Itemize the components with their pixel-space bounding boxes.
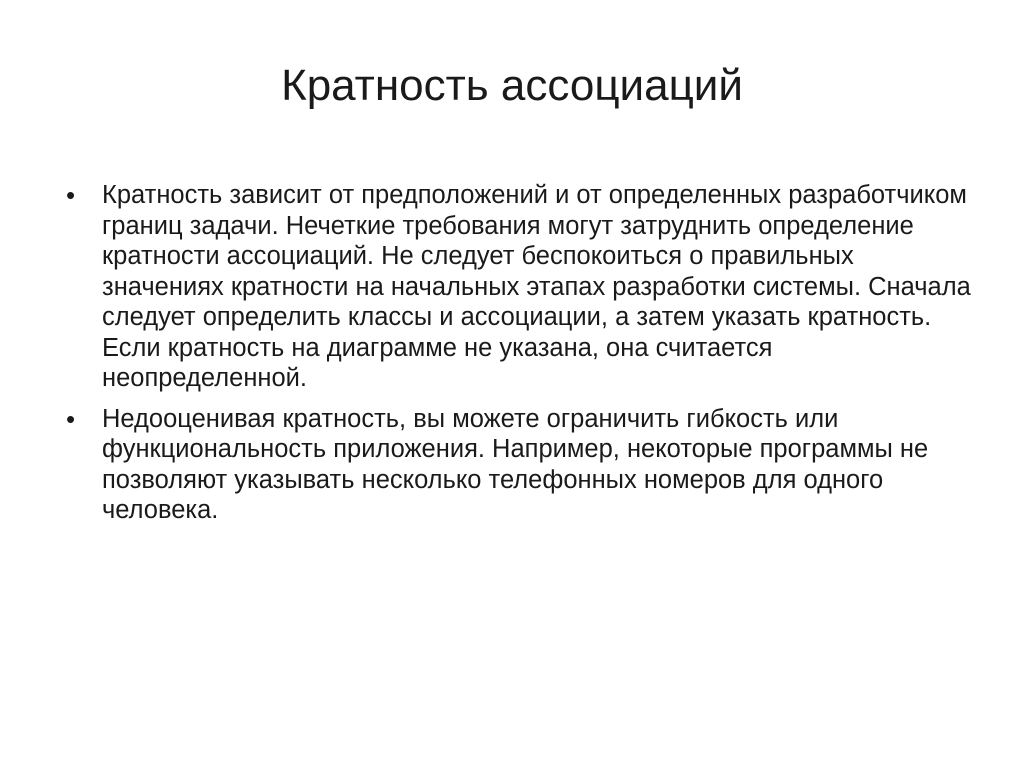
slide-title: Кратность ассоциаций	[281, 61, 743, 110]
bullet-dot-icon: •	[66, 403, 76, 434]
bullet-text: Недооценивая кратность, вы можете ограничить гибкость или функциональность приложения. Например, некоторые программы не позволяют указывать несколько телефонных номеров для одного человека.	[102, 404, 929, 524]
bullet-item	[64, 180, 974, 394]
bullet-list	[64, 180, 974, 536]
bullet-item	[64, 404, 974, 526]
bullet-text: Кратность зависит от предположений и от определенных разработчиком границ задачи. Нечеткие требования могут затруднить определение кратности ассоциаций. Не следует беспокоиться о правильных значениях кратности на начальных этапах разработки системы. Сначала следует определить классы и ассоциации, а затем указать кратность. Если кратность на диаграмме не указана, она считается неопределенной.	[102, 181, 971, 392]
bullet-dot-icon: •	[66, 180, 76, 210]
